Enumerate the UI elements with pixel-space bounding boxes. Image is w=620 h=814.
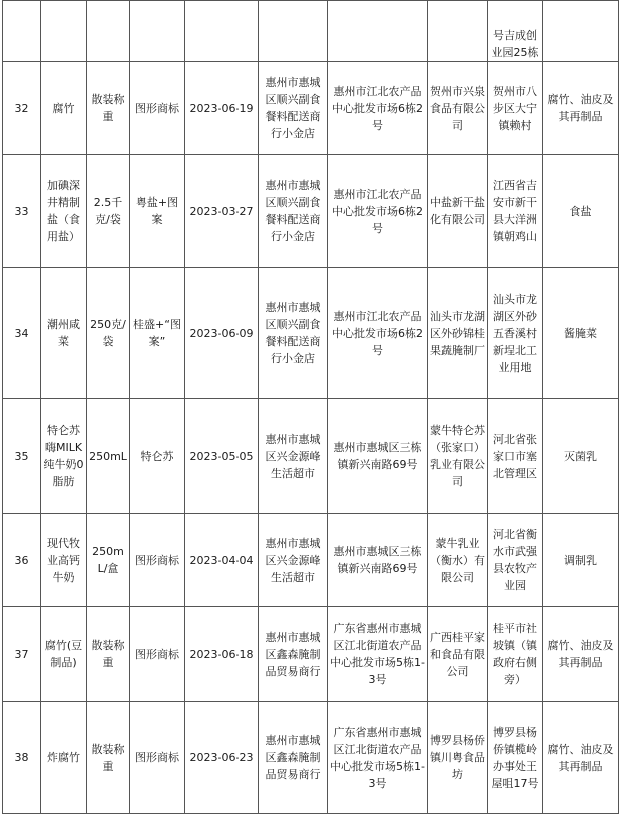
food-category: 酱腌菜: [543, 268, 619, 399]
production-date: 2023-04-04: [185, 514, 259, 607]
production-date: 2023-06-18: [185, 607, 259, 702]
table-row: [3, 62, 619, 155]
producer-name: 广西桂平家和食品有限公司: [428, 607, 488, 702]
producer-address: 江西省吉安市新干县大洋洲镇朝鸡山: [488, 155, 543, 268]
food-category: 腐竹、油皮及其再制品: [543, 62, 619, 155]
producer-address: 贺州市八步区大宁镇赖村: [488, 62, 543, 155]
seller-address: [328, 1, 428, 62]
production-date: 2023-06-23: [185, 702, 259, 814]
production-date: [185, 1, 259, 62]
producer-name: 蒙牛乳业（衡水）有限公司: [428, 514, 488, 607]
product-name: 炸腐竹: [41, 702, 87, 814]
product-brand: 图形商标: [130, 607, 185, 702]
product-name: 潮州咸菜: [41, 268, 87, 399]
product-brand: 桂盛+“图案”: [130, 268, 185, 399]
seller-name: 惠州市惠城区兴金源峰生活超市: [259, 514, 328, 607]
product-brand: 图形商标: [130, 702, 185, 814]
seller-address: 惠州市江北农产品中心批发市场6栋2号: [328, 268, 428, 399]
seller-address: 广东省惠州市惠城区江北街道农产品中心批发市场5栋1-3号: [328, 607, 428, 702]
food-category: 腐竹、油皮及其再制品: [543, 607, 619, 702]
row-number: 37: [3, 607, 41, 702]
seller-address: 惠州市惠城区三栋镇新兴南路69号: [328, 514, 428, 607]
product-brand: 粤盐+图案: [130, 155, 185, 268]
product-spec: [87, 1, 130, 62]
product-spec: 散装称重: [87, 62, 130, 155]
food-category: 调制乳: [543, 514, 619, 607]
table-row: [3, 702, 619, 814]
product-brand: 图形商标: [130, 62, 185, 155]
table-row: [3, 399, 619, 514]
seller-address: 广东省惠州市惠城区江北街道农产品中心批发市场5栋1-3号: [328, 702, 428, 814]
row-number: 38: [3, 702, 41, 814]
producer-address: 汕头市龙湖区外砂五香溪村新埕北工业用地: [488, 268, 543, 399]
seller-address: 惠州市惠城区三栋镇新兴南路69号: [328, 399, 428, 514]
product-name: 腐竹: [41, 62, 87, 155]
table-row: [3, 607, 619, 702]
producer-address: 河北省衡水市武强县农牧产业园: [488, 514, 543, 607]
production-date: 2023-05-05: [185, 399, 259, 514]
product-spec: 250mL/盒: [87, 514, 130, 607]
product-spec: 250mL: [87, 399, 130, 514]
product-spec: 2.5千克/袋: [87, 155, 130, 268]
seller-name: 惠州市惠城区鑫森腌制品贸易商行: [259, 702, 328, 814]
seller-name: [259, 1, 328, 62]
producer-name: [428, 1, 488, 62]
food-category: 腐竹、油皮及其再制品: [543, 702, 619, 814]
product-brand: 特仑苏: [130, 399, 185, 514]
row-number: 33: [3, 155, 41, 268]
food-category: 灭菌乳: [543, 399, 619, 514]
producer-name: 博罗县杨侨镇川粤食品坊: [428, 702, 488, 814]
food-category: [543, 1, 619, 62]
food-category: 食盐: [543, 155, 619, 268]
producer-name: 贺州市兴泉食品有限公司: [428, 62, 488, 155]
production-date: 2023-03-27: [185, 155, 259, 268]
table-row: [3, 514, 619, 607]
seller-name: 惠州市惠城区顺兴副食餐料配送商行小金店: [259, 268, 328, 399]
row-number: 34: [3, 268, 41, 399]
seller-name: 惠州市惠城区兴金源峰生活超市: [259, 399, 328, 514]
production-date: 2023-06-19: [185, 62, 259, 155]
producer-address: 河北省张家口市塞北管理区: [488, 399, 543, 514]
seller-name: 惠州市惠城区顺兴副食餐料配送商行小金店: [259, 155, 328, 268]
product-brand: [130, 1, 185, 62]
table-row: [3, 268, 619, 399]
producer-address: 博罗县杨侨镇榄岭办事处王屋咀17号: [488, 702, 543, 814]
row-number: 32: [3, 62, 41, 155]
producer-address: 号吉成创业园25栋: [488, 1, 543, 62]
product-brand: 图形商标: [130, 514, 185, 607]
seller-name: 惠州市惠城区鑫森腌制品贸易商行: [259, 607, 328, 702]
product-name: 现代牧业高钙牛奶: [41, 514, 87, 607]
seller-address: 惠州市江北农产品中心批发市场6栋2号: [328, 62, 428, 155]
table-row: [3, 155, 619, 268]
product-spec: 散装称重: [87, 702, 130, 814]
product-name: 加碘深井精制盐（食用盐）: [41, 155, 87, 268]
table-row: [3, 1, 619, 62]
seller-address: 惠州市江北农产品中心批发市场6栋2号: [328, 155, 428, 268]
producer-name: 蒙牛特仑苏（张家口）乳业有限公司: [428, 399, 488, 514]
product-name: 特仑苏嗨MILK纯牛奶0脂肪: [41, 399, 87, 514]
producer-name: 中盐新干盐化有限公司: [428, 155, 488, 268]
product-spec: 散装称重: [87, 607, 130, 702]
row-number: [3, 1, 41, 62]
food-sampling-table: [2, 0, 619, 814]
producer-name: 汕头市龙湖区外砂锦桂果蔬腌制厂: [428, 268, 488, 399]
product-name: [41, 1, 87, 62]
row-number: 35: [3, 399, 41, 514]
production-date: 2023-06-09: [185, 268, 259, 399]
row-number: 36: [3, 514, 41, 607]
producer-address: 桂平市社坡镇（镇政府右侧旁）: [488, 607, 543, 702]
seller-name: 惠州市惠城区顺兴副食餐料配送商行小金店: [259, 62, 328, 155]
product-spec: 250克/袋: [87, 268, 130, 399]
product-name: 腐竹(豆制品): [41, 607, 87, 702]
